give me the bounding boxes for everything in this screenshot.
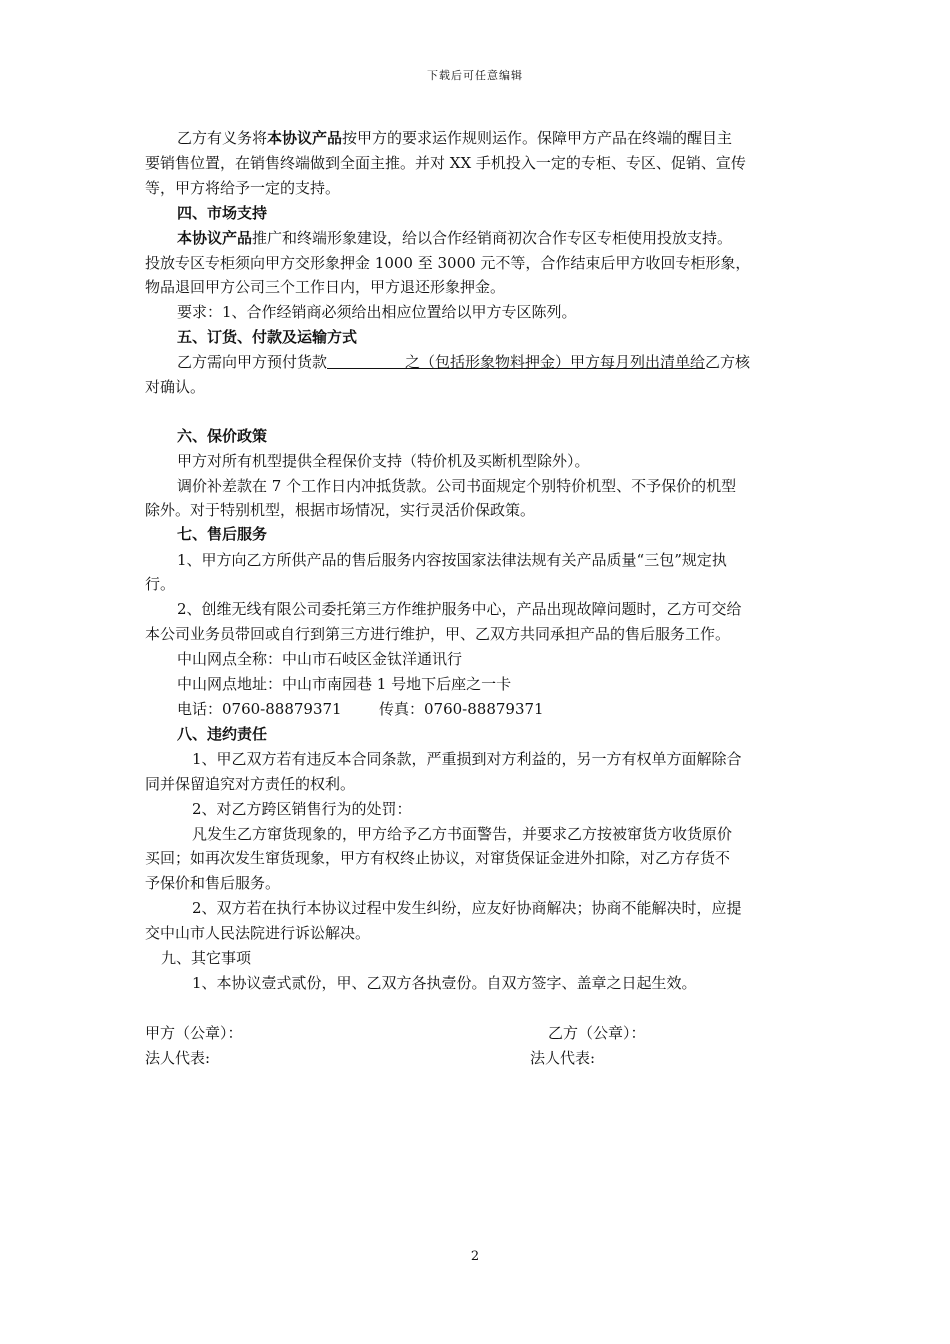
section-heading: 六、保价政策 [177,427,268,445]
contact-phone: 电话：0760-88879371 [177,700,342,718]
text-run: 乙方有义务将 [177,129,268,147]
bold-term: 本协议产品 [267,129,343,147]
paragraph-line: 物品退回甲方公司三个工作日内，甲方退还形象押金。 [145,278,506,296]
fill-in-blank [327,354,405,369]
paragraph-line: 凡发生乙方窜货现象的，甲方给予乙方书面警告，并要求乙方按被窜货方收货原价 [192,825,733,843]
paragraph-line: 除外。对于特别机型，根据市场情况，实行灵活价保政策。 [145,501,536,519]
paragraph-line [177,228,732,248]
paragraph-line: 调价补差款在 7 个工作日内冲抵货款。公司书面规定个别特价机型、不予保价的机型 [177,477,737,495]
party-a-seal-label: 甲方（公章）： [145,1024,243,1042]
paragraph-line: 2、创维无线有限公司委托第三方作维护服务中心，产品出现故障问题时，乙方可交给 [177,600,742,618]
text-run: 乙方核 [705,353,751,371]
paragraph-line: 交中山市人民法院进行诉讼解决。 [145,924,371,942]
page-header: 下载后可任意编辑 [427,69,523,82]
paragraph-line [177,128,732,148]
party-b-representative-label: 法人代表: [530,1049,596,1067]
paragraph-line: 本公司业务员带回或自行到第三方进行维护，甲、乙双方共同承担产品的售后服务工作。 [145,625,731,643]
text-run: 按甲方的要求运作规则运作。保障甲方产品在终端的醒目主 [342,129,733,147]
paragraph-line [177,352,750,372]
paragraph-line: 1、甲乙双方若有违反本合同条款，严重损到对方利益的，另一方有权单方面解除合 [192,750,742,768]
section-heading: 七、售后服务 [177,525,268,543]
paragraph-line: 甲方对所有机型提供全程保价支持（特价机及买断机型除外）。 [177,452,590,470]
underlined-text: 之（包括形象物料押金）甲方每月列出清单给 [405,353,706,371]
section-heading: 五、订货、付款及运输方式 [177,328,358,346]
paragraph-line: 1、甲方向乙方所供产品的售后服务内容按国家法律法规有关产品质量“三包”规定执 [177,551,727,569]
page-number: 2 [470,1249,480,1264]
section-heading: 九、其它事项 [161,949,252,967]
paragraph-line: 投放专区专柜须向甲方交形象押金 1000 至 3000 元不等，合作结束后甲方收回专柜形象， [145,254,751,272]
paragraph-line: 中山网点全称：中山市石岐区金钛洋通讯行 [177,650,463,668]
text-run: 乙方需向甲方预付货款 [177,353,328,371]
paragraph-line: 要求：1、合作经销商必须给出相应位置给以甲方专区陈列。 [177,303,577,321]
party-b-seal-label: 乙方（公章）： [548,1024,646,1042]
text-run: 推广和终端形象建设，给以合作经销商初次合作专区专柜使用投放支持。 [252,229,733,247]
section-heading: 八、违约责任 [177,725,268,743]
paragraph-line: 中山网点地址：中山市南园巷 1 号地下后座之一卡 [177,675,512,693]
bold-term: 本协议产品 [177,229,253,247]
party-a-representative-label: 法人代表: [145,1049,211,1067]
paragraph-line: 买回；如再次发生窜货现象，甲方有权终止协议，对窜货保证金进外扣除，对乙方存货不 [145,849,731,867]
paragraph-line: 行。 [145,575,176,593]
section-heading: 四、市场支持 [177,204,268,222]
paragraph-line: 要销售位置，在销售终端做到全面主推。并对 XX 手机投入一定的专柜、专区、促销、宣传 [145,154,746,172]
paragraph-line: 2、对乙方跨区销售行为的处罚： [192,800,412,818]
paragraph-line: 对确认。 [145,378,206,396]
paragraph-line: 2、双方若在执行本协议过程中发生纠纷，应友好协商解决；协商不能解决时，应提 [192,899,742,917]
paragraph-line: 予保价和售后服务。 [145,874,281,892]
paragraph-line: 等，甲方将给予一定的支持。 [145,179,341,197]
paragraph-line: 1、本协议壹式贰份，甲、乙双方各执壹份。自双方签字、盖章之日起生效。 [192,974,697,992]
paragraph-line: 同并保留追究对方责任的权利。 [145,775,356,793]
contact-fax: 传真：0760-88879371 [379,700,544,718]
